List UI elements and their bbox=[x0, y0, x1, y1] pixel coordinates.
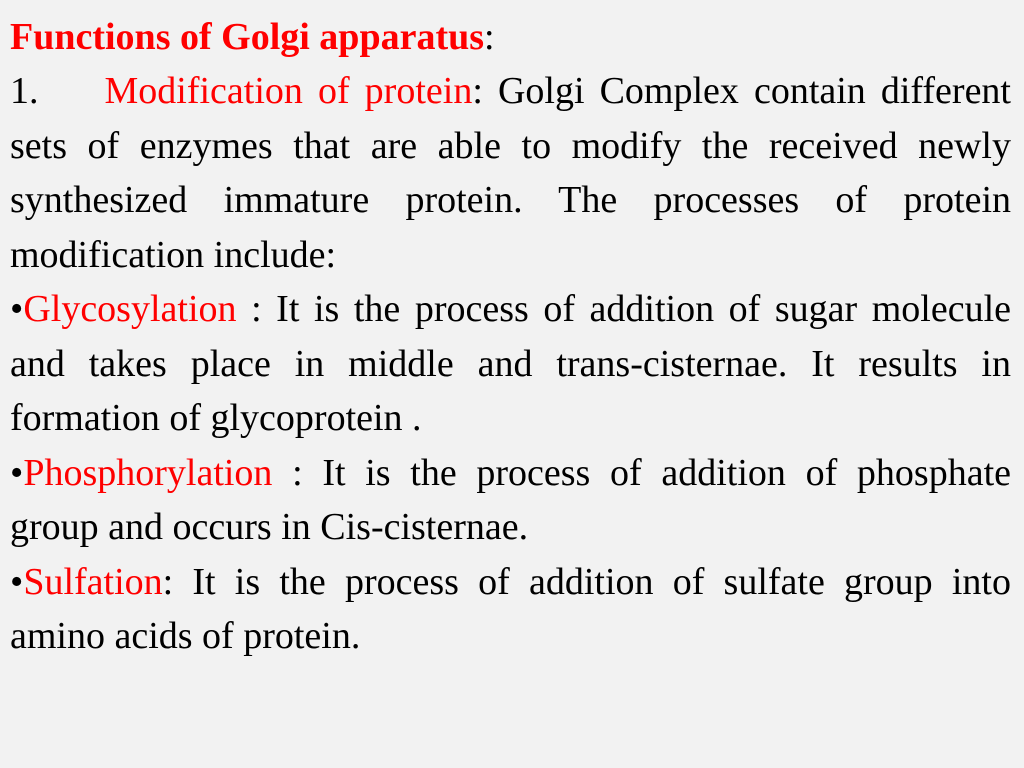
bullet-phosphorylation bbox=[10, 446, 1011, 555]
bullet-sulfation bbox=[10, 555, 1011, 664]
title-colon: : bbox=[484, 16, 495, 58]
title-text: Functions of Golgi apparatus bbox=[10, 16, 485, 58]
slide-title bbox=[10, 14, 1011, 60]
item-1-text: : Golgi Complex contain different sets of enzymes that are able to modify the received newly synthesized immature protein. The processes of protein modification include: bbox=[10, 70, 1011, 276]
bullet-term-sulfation: Sulfation bbox=[23, 560, 163, 603]
bullet-text-phosphorylation: : It is the process of addition of phosphate group and occurs in Cis-cisternae. bbox=[10, 451, 1011, 548]
bullet-marker: • bbox=[10, 288, 24, 330]
bullet-glycosylation bbox=[10, 282, 1011, 446]
bullet-text-glycosylation: : It is the process of addition of sugar molecule and takes place in middle and trans-cisternae. It results in formation of glycoprotein . bbox=[10, 288, 1011, 439]
bullet-term-phosphorylation: Phosphorylation bbox=[23, 451, 273, 494]
bullet-marker: • bbox=[10, 560, 24, 603]
item-1-number: 1. bbox=[10, 70, 39, 112]
item-1-paragraph bbox=[10, 64, 1011, 282]
bullet-term-glycosylation: Glycosylation bbox=[23, 288, 237, 330]
item-1-term: Modification of protein bbox=[104, 70, 473, 112]
bullet-text-sulfation: : It is the process of addition of sulfate group into amino acids of protein. bbox=[10, 560, 1011, 657]
bullet-marker: • bbox=[10, 451, 24, 494]
